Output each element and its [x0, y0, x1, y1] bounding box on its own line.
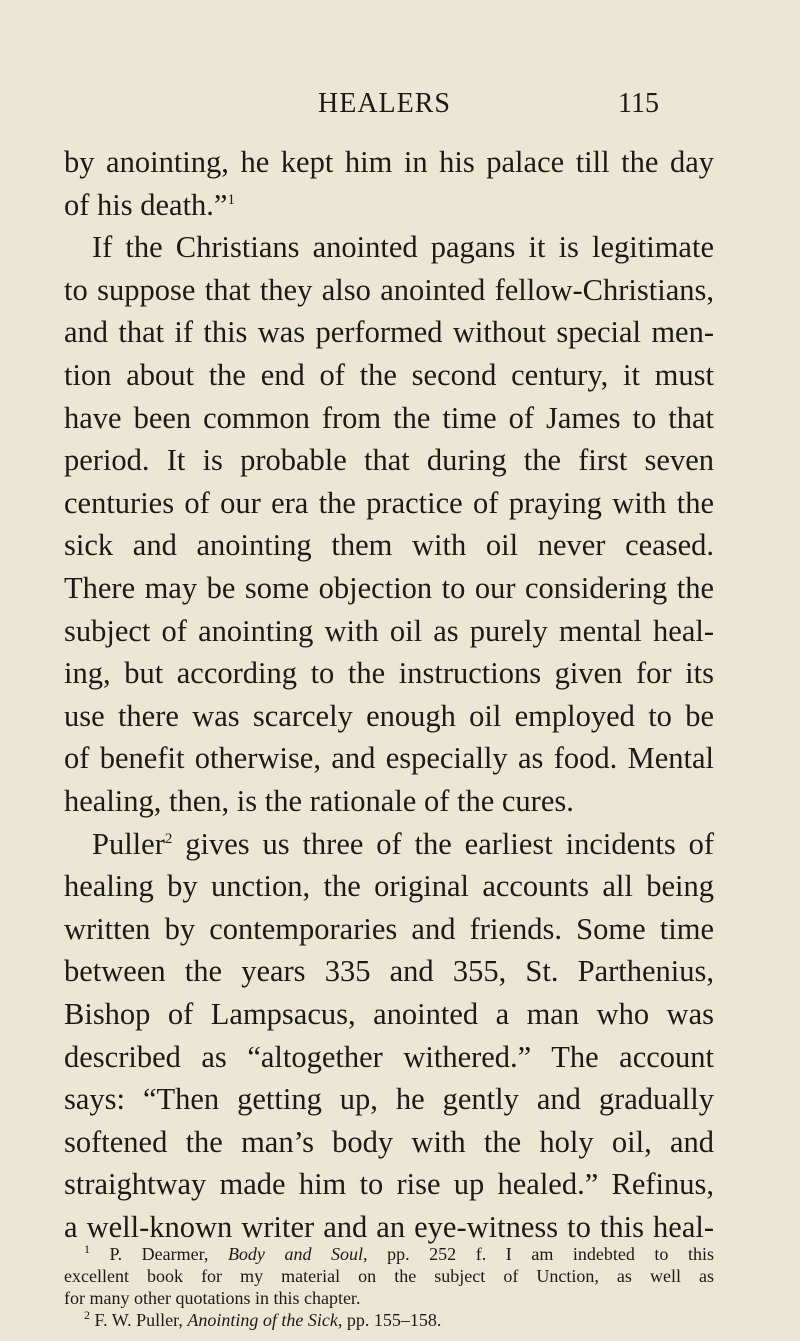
text-line: If the Christians anointed pagans it is legitimate: [92, 230, 714, 265]
text-fragment: F. W. Puller,: [90, 1310, 188, 1330]
footnote-line: [64, 1243, 714, 1265]
text-line: and that if this was performed without special men-: [64, 315, 714, 350]
text-line: [64, 822, 714, 866]
footnote-marker: 2: [84, 1308, 90, 1322]
footnote-line: excellent book for my material on the subject of Unction, as well as: [64, 1266, 714, 1286]
text-line: by anointing, he kept him in his palace till the day: [64, 145, 714, 179]
text-fragment: P. Dearmer,: [90, 1244, 228, 1264]
text-line: tion about the end of the second century, it must: [64, 358, 714, 392]
text-line: centuries of our era the practice of praying with the: [64, 485, 714, 520]
text-line: sick and anointing them with oil never ceased.: [64, 528, 714, 563]
text-line: softened the man’s body with the holy oil, and: [64, 1124, 714, 1159]
text-line: straightway made him to rise up healed.” Refinus,: [64, 1167, 714, 1202]
page-number: 115: [618, 88, 659, 119]
text-fragment: pp. 252 f. I am indebted to this: [367, 1244, 714, 1264]
text-line: ing, but according to the instructions given for its: [64, 656, 714, 691]
page-header: [318, 84, 718, 124]
text-line: healing by unction, the original accounts all being: [64, 869, 714, 904]
text-line: to suppose that they also anointed fellow-Christians,: [64, 272, 714, 307]
book-title: Anointing of the Sick,: [187, 1310, 343, 1330]
book-title: Body and Soul,: [227, 1244, 368, 1264]
text-line: says: “Then getting up, he gently and gradually: [64, 1082, 714, 1117]
text-line: have been common from the time of James to that: [64, 400, 714, 435]
text-line: There may be some objection to our considering the: [64, 571, 714, 605]
text-line: written by contemporaries and friends. Some time: [64, 911, 714, 946]
running-head: HEALERS: [318, 88, 451, 119]
footnote-ref: 2: [164, 830, 173, 847]
footnote-ref: 1: [227, 191, 235, 208]
text-fragment: gives us three of the earliest incidents of: [172, 826, 714, 861]
text-fragment: pp. 155–158.: [342, 1310, 442, 1330]
text-line: period. It is probable that during the first seven: [64, 443, 714, 478]
text-fragment: of his death.”: [64, 187, 228, 222]
text-line: a well-known writer and an eye-witness to this heal-: [64, 1210, 714, 1244]
text-fragment: Puller: [92, 826, 165, 861]
text-line: described as “altogether withered.” The account: [64, 1039, 714, 1074]
text-line: between the years 335 and 355, St. Parthenius,: [64, 954, 714, 989]
text-line: Bishop of Lampsacus, anointed a man who was: [64, 997, 714, 1031]
text-line: subject of anointing with oil as purely mental heal-: [64, 613, 714, 648]
footnote-line: for many other quotations in this chapter.: [64, 1288, 361, 1308]
text-line: use there was scarcely enough oil employed to be: [64, 698, 714, 733]
text-line: of benefit otherwise, and especially as food. Mental: [64, 741, 714, 776]
footnote-line: [64, 1309, 714, 1331]
text-line: [64, 183, 714, 227]
footnote-marker: 1: [84, 1242, 90, 1256]
text-line: healing, then, is the rationale of the cures.: [64, 784, 574, 818]
